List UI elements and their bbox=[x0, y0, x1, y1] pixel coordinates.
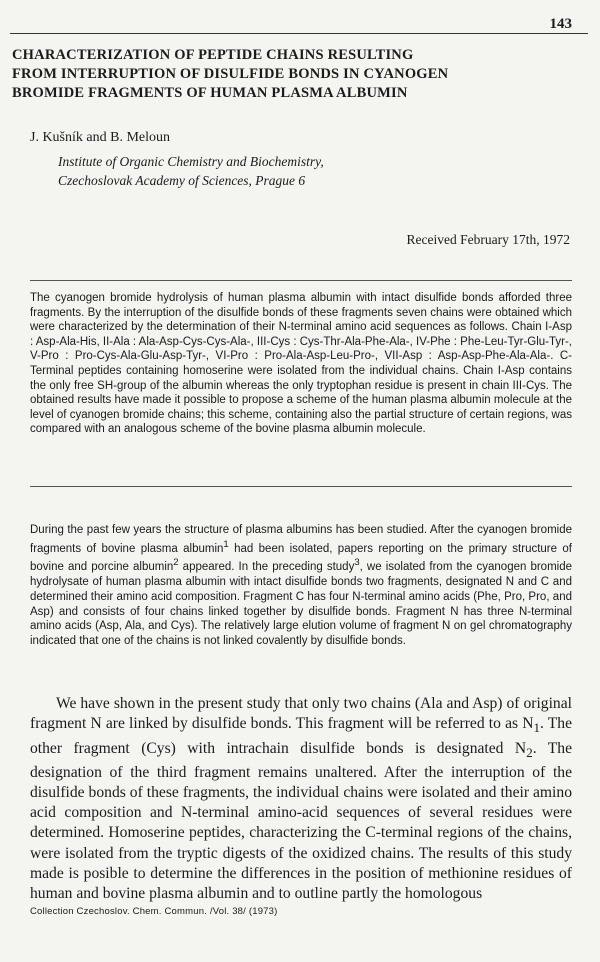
footer-citation: Collection Czechoslov. Chem. Commun. /Vol. 38/ (1973) bbox=[30, 906, 278, 917]
authors: J. Kušník and B. Meloun bbox=[30, 130, 170, 145]
subscript-2: 2 bbox=[526, 744, 533, 760]
affiliation-line-1: Institute of Organic Chemistry and Biochemistry, bbox=[58, 154, 324, 169]
title-line-2: FROM INTERRUPTION OF DISULFIDE BONDS IN CYANOGEN bbox=[12, 66, 449, 82]
abstract-text: The cyanogen bromide hydrolysis of human plasma albumin with intact disulfide bonds afforded three fragments. By the interruption of the disulfide bonds of these fragments seven chains were obtained which were characterized by the determination of their N-terminal amino acid sequences as follows. Chain I-Asp : Asp-Ala-His, II-Ala : Ala-Asp-Cys-Cys-Ala-, III-Cys : Cys-Thr-Ala-Phe-Ala-, IV-Phe : Phe-Leu-Tyr-Glu-Tyr-, V-Pro : Pro-Cys-Ala-Glu-Asp-Tyr-, VI-Pro : Pro-Ala-Asp-Leu-Pro-, VII-Asp : Asp-Asp-Phe-Ala-Ala-. C-Terminal peptides containing homoserine were isolated from the individual chains. Chain I-Asp contains the only free SH-group of the albumin whereas the only tryptophan residue is present in chain III-Cys. The obtained results have made it possible to propose a scheme of the human plasma albumin molecule at the level of cyanogen bromide chains; this scheme, containing also the partial structure of certain regions, was compared with an analogous scheme of the bovine plasma albumin molecule. bbox=[30, 292, 572, 436]
intro-text-4: , we isolated from the cyanogen bromide hydrolysate of human plasma albumin with intact disulfide bonds two fragments, designated N and C and determined their amino acid composition. Fragment C has four N-terminal amino acids (Phe, Pro, Pro, and Asp) and consists of four chains linked together by disulfide bonds. Fragment N has three N-terminal amino acids (Asp, Ala, and Cys). The relatively large elution volume of fragment N on gel chromatography indicated that one of the chains is not linked covalently by disulfide bonds. bbox=[30, 561, 573, 648]
reference-3: 3 bbox=[354, 557, 360, 569]
intro-paragraph bbox=[30, 523, 572, 649]
intro-text-2: had been isolated, papers reporting on the primary structure of bovine and porcine albumin bbox=[30, 542, 572, 574]
reference-2: 2 bbox=[173, 557, 179, 569]
body-text-3: . The designation of the third fragment remains unaltered. After the interruption of the disulfide bonds of these fragments, the individual chains were isolated and their amino acid composition and N-terminal amino-acid sequences of several residues were determined. Homoserine peptides, characterizing the C-terminal regions of the chains, were isolated from the tryptic digests of the oxidized chains. The results of this study made is posible to determine the differences in the position of methionine residues of human and bovine plasma albumin and to outline partly the homologous bbox=[30, 739, 572, 903]
introduction bbox=[30, 523, 572, 649]
article-title bbox=[12, 46, 570, 103]
abstract-rule-bottom bbox=[30, 486, 572, 487]
subscript-1: 1 bbox=[533, 720, 540, 736]
abstract-rule-top bbox=[30, 280, 572, 281]
received-date: Received February 17th, 1972 bbox=[406, 232, 570, 247]
intro-text-1: During the past few years the structure of plasma albumins has been studied. After the cyanogen bromide fragments of bovine plasma albumin bbox=[30, 524, 572, 555]
reference-1: 1 bbox=[223, 538, 229, 550]
title-line-3: BROMIDE FRAGMENTS OF HUMAN PLASMA ALBUMIN bbox=[12, 85, 408, 101]
affiliation-line-2: Czechoslovak Academy of Sciences, Prague 6 bbox=[58, 173, 306, 188]
body-text-1: We have shown in the present study that only two chains (Ala and Asp) of original fragment N are linked by disulfide bonds. This fragment will be referred to as N bbox=[30, 695, 572, 733]
abstract bbox=[30, 291, 572, 437]
header-rule bbox=[10, 33, 588, 34]
affiliation bbox=[58, 152, 324, 190]
title-line-1: CHARACTERIZATION OF PEPTIDE CHAINS RESULTING bbox=[12, 47, 414, 63]
page-number: 143 bbox=[549, 16, 572, 32]
intro-text-3: appeared. In the preceding study bbox=[178, 561, 355, 574]
main-body bbox=[30, 694, 572, 904]
body-text-2: . The other fragment (Cys) with intrachain disulfide bonds is designated N bbox=[30, 715, 573, 757]
body-paragraph bbox=[30, 694, 572, 904]
